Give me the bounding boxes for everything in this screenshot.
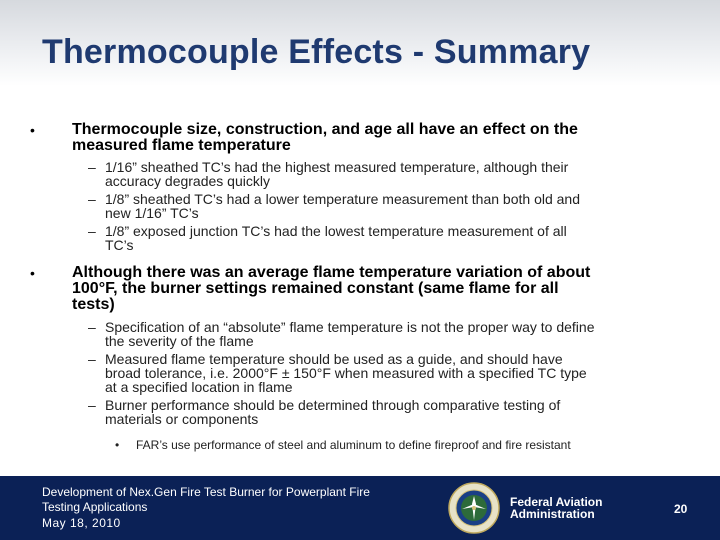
page-number: 20 [674, 502, 688, 516]
presentation-title-line-1: Development of Nex.Gen Fire Test Burner for Powerplant Fire [42, 485, 370, 499]
sub-sub-item: • FAR’s use performance of steel and aluminum to define fireproof and fire resistant [115, 438, 571, 452]
sub-item: – Measured flame temperature should be used as a guide, and should have broad tolerance, i.e. 2000°F ± 150°F when measured with a specified TC type at a specified location in flame [88, 351, 587, 395]
footer-presentation-info [42, 485, 422, 531]
bullet-marker: • [30, 122, 35, 138]
presentation-date: May 18, 2010 [42, 516, 121, 530]
sub-item: – Burner performance should be determined through comparative testing of materials or components [88, 397, 561, 427]
bullet-marker: • [30, 265, 35, 281]
sub-item: – 1/8” exposed junction TC’s had the lowest temperature measurement of all TC’s [88, 223, 567, 253]
bullet-2-subitems [88, 320, 688, 430]
faa-seal-icon [448, 482, 500, 534]
sub-item: – Specification of an “absolute” flame temperature is not the proper way to define the severity of the flame [88, 319, 595, 349]
bullet-1-text: Thermocouple size, construction, and age all have an effect on the measured flame temperature [72, 121, 578, 154]
presentation-title-line-2: Testing Applications [42, 500, 148, 514]
bullet-1-subitems [88, 160, 688, 256]
bullet-2-text: Although there was an average flame temperature variation of about 100°F, the burner settings remained constant (same flame for all tests) [72, 264, 591, 313]
agency-name: Federal Aviation Administration [510, 495, 603, 521]
slide-title: Thermocouple Effects - Summary [42, 33, 591, 71]
sub-item: – 1/16” sheathed TC’s had the highest measured temperature, although their accuracy degrades quickly [88, 159, 569, 189]
sub-item: – 1/8” sheathed TC’s had a lower temperature measurement than both old and new 1/16” TC’s [88, 191, 580, 221]
